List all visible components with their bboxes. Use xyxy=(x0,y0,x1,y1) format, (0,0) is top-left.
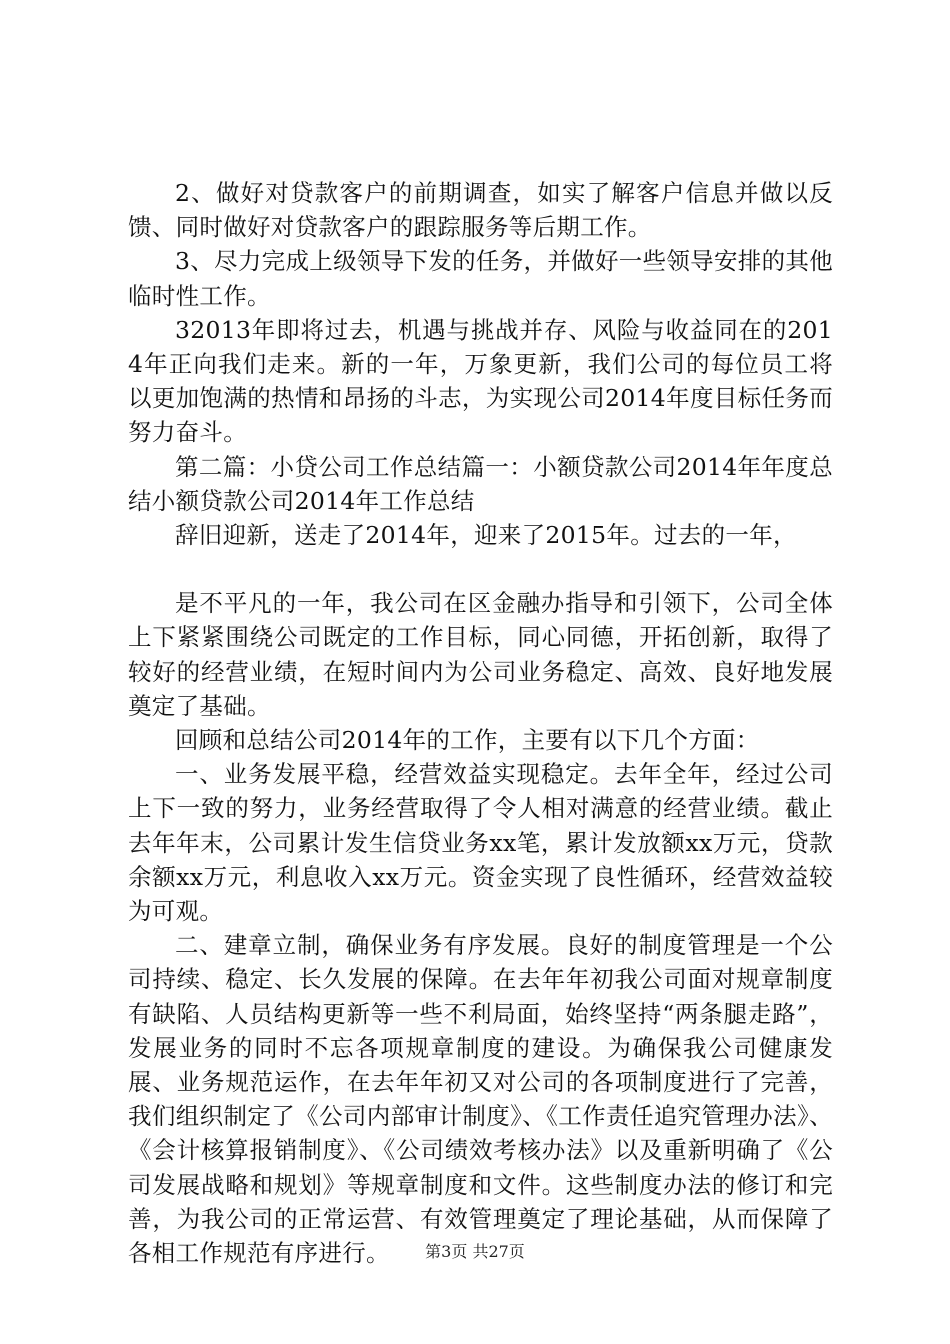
document-body xyxy=(128,176,833,1270)
paragraph-task-2: 2、做好对贷款客户的前期调查，如实了解客户信息并做以反馈、同时做好对贷款客户的跟踪服务等后期工作。 xyxy=(128,179,833,242)
paragraph-year-review: 是不平凡的一年，我公司在区金融办指导和引领下，公司全体上下紧紧围绕公司既定的工作目标，同心同德，开拓创新，取得了较好的经营业绩，在短时间内为公司业务稳定、高效、良好地发展奠定了基础。 xyxy=(128,589,833,720)
paragraph-intro: 辞旧迎新，送走了2014年，迎来了2015年。过去的一年， xyxy=(175,521,797,550)
paragraph-business-development: 一、业务发展平稳，经营效益实现稳定。去年全年，经过公司上下一致的努力，业务经营取得了令人相对满意的经营业绩。截止去年年末，公司累计发生信贷业务xx笔，累计发放额xx万元，贷款余额xx万元，利息收入xx万元。资金实现了良性循环，经营效益较为可观。 xyxy=(128,760,833,926)
page-number: 第3页 共27页 xyxy=(425,1242,525,1261)
paragraph-task-3: 3、尽力完成上级领导下发的任务，并做好一些领导安排的其他临时性工作。 xyxy=(128,247,833,310)
paragraph-outlook: 32013年即将过去，机遇与挑战并存、风险与收益同在的2014年正向我们走来。新的一年，万象更新，我们公司的每位员工将以更加饱满的热情和昂扬的斗志，为实现公司2014年度目标任务而努力奋斗。 xyxy=(128,315,833,447)
page-gap xyxy=(128,552,833,586)
section-heading: 第二篇：小贷公司工作总结篇一：小额贷款公司2014年年度总结小额贷款公司2014年工作总结 xyxy=(128,452,833,515)
paragraph-regulations: 二、建章立制，确保业务有序发展。良好的制度管理是一个公司持续、稳定、长久发展的保障。在去年年初我公司面对规章制度有缺陷、人员结构更新等一些不利局面，始终坚持“两条腿走路”，发展业务的同时不忘各项规章制度的建设。为确保我公司健康发展、业务规范运作，在去年年初又对公司的各项制度进行了完善，我们组织制定了《公司内部审计制度》、《工作责任追究管理办法》、《会计核算报销制度》、《公司绩效考核办法》以及重新明确了《公司发展战略和规划》等规章制度和文件。这些制度办法的修订和完善，为我公司的正常运营、有效管理奠定了理论基础，从而保障了各相工作规范有序进行。 xyxy=(128,931,833,1268)
paragraph-summary-lead: 回顾和总结公司2014年的工作，主要有以下几个方面： xyxy=(175,726,760,755)
